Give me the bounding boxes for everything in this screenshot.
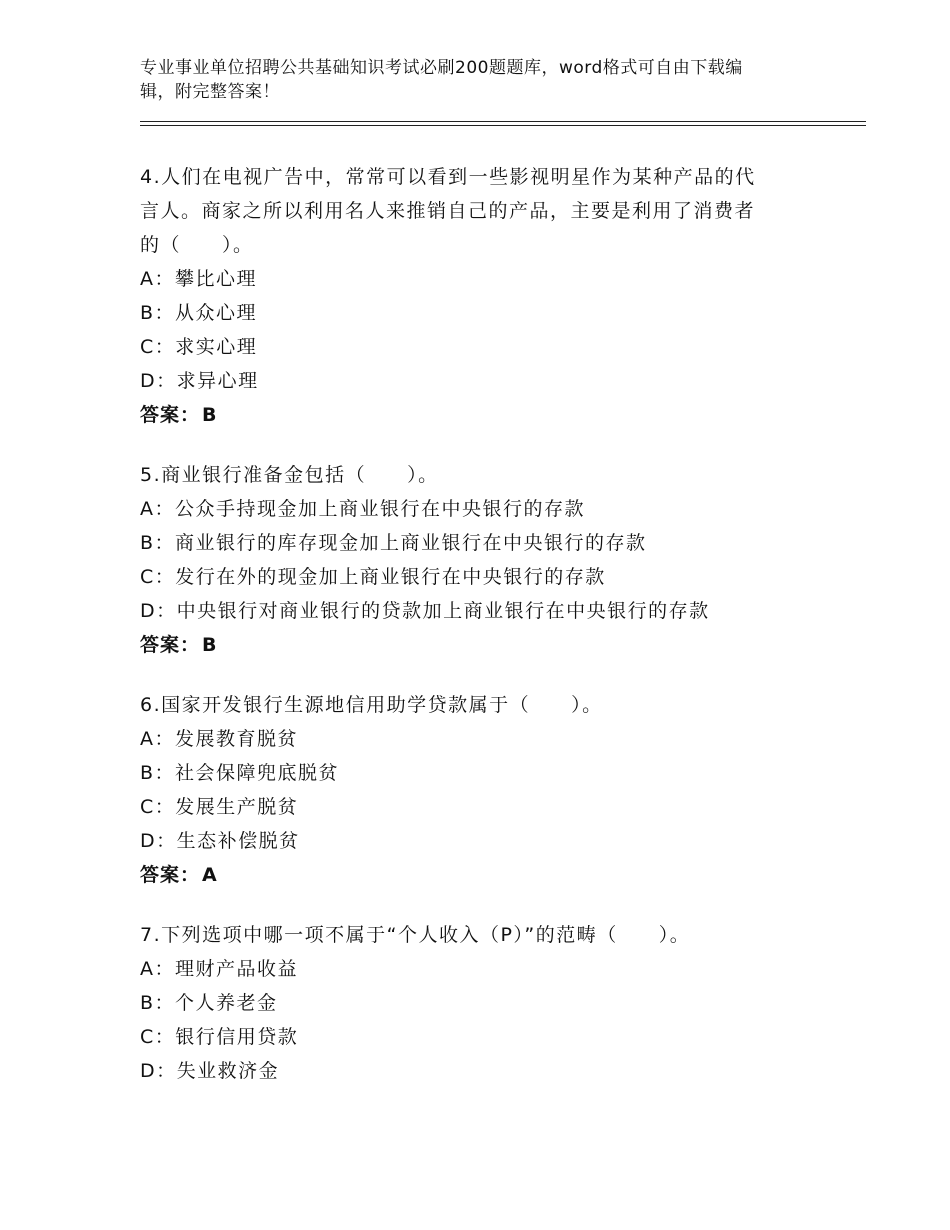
option-d: D：求异心理: [140, 370, 259, 392]
question-stem-line: 5.商业银行准备金包括（ ）。: [140, 464, 439, 486]
answer-value: B: [202, 634, 218, 656]
answer-label: 答案：: [140, 634, 201, 656]
option-c: C：发展生产脱贫: [140, 796, 299, 818]
header-line-2: 辑，附完整答案！: [140, 82, 280, 102]
option-b: B：商业银行的库存现金加上商业银行在中央银行的存款: [140, 532, 647, 554]
question-4: [140, 160, 840, 432]
answer-label: 答案：: [140, 864, 201, 886]
answer-value: B: [202, 404, 218, 426]
question-list: [140, 160, 840, 1114]
question-stem-line: 7.下列选项中哪一项不属于“个人收入（P）”的范畴（ ）。: [140, 924, 691, 946]
question-5: [140, 458, 840, 662]
option-b: B：社会保障兜底脱贫: [140, 762, 340, 784]
option-d: D：失业救济金: [140, 1060, 280, 1082]
question-stem-line: 言人。商家之所以利用名人来推销自己的产品，主要是利用了消费者: [140, 200, 756, 222]
option-a: A：发展教育脱贫: [140, 728, 298, 750]
header-line-1: 专业事业单位招聘公共基础知识考试必刷200题题库，word格式可自由下载编: [140, 58, 743, 78]
option-b: B：从众心理: [140, 302, 258, 324]
question-stem-line: 4.人们在电视广告中，常常可以看到一些影视明星作为某种产品的代: [140, 166, 756, 188]
answer-line: [140, 398, 840, 432]
option-c: C：发行在外的现金加上商业银行在中央银行的存款: [140, 566, 606, 588]
question-7: [140, 918, 840, 1088]
question-stem-line: 的（ ）。: [140, 234, 254, 256]
option-b: B：个人养老金: [140, 992, 278, 1014]
question-stem-line: 6.国家开发银行生源地信用助学贷款属于（ ）。: [140, 694, 603, 716]
header-rule-bottom: [140, 125, 866, 126]
option-c: C：银行信用贷款: [140, 1026, 299, 1048]
option-c: C：求实心理: [140, 336, 258, 358]
answer-label: 答案：: [140, 404, 201, 426]
option-a: A：公众手持现金加上商业银行在中央银行的存款: [140, 498, 585, 520]
header-rule-top: [140, 121, 866, 122]
document-header: [140, 56, 800, 104]
option-d: D：中央银行对商业银行的贷款加上商业银行在中央银行的存款: [140, 600, 710, 622]
answer-value: A: [202, 864, 218, 886]
answer-line: [140, 628, 840, 662]
option-a: A：理财产品收益: [140, 958, 298, 980]
question-6: [140, 688, 840, 892]
answer-line: [140, 858, 840, 892]
option-a: A：攀比心理: [140, 268, 257, 290]
option-d: D：生态补偿脱贫: [140, 830, 300, 852]
